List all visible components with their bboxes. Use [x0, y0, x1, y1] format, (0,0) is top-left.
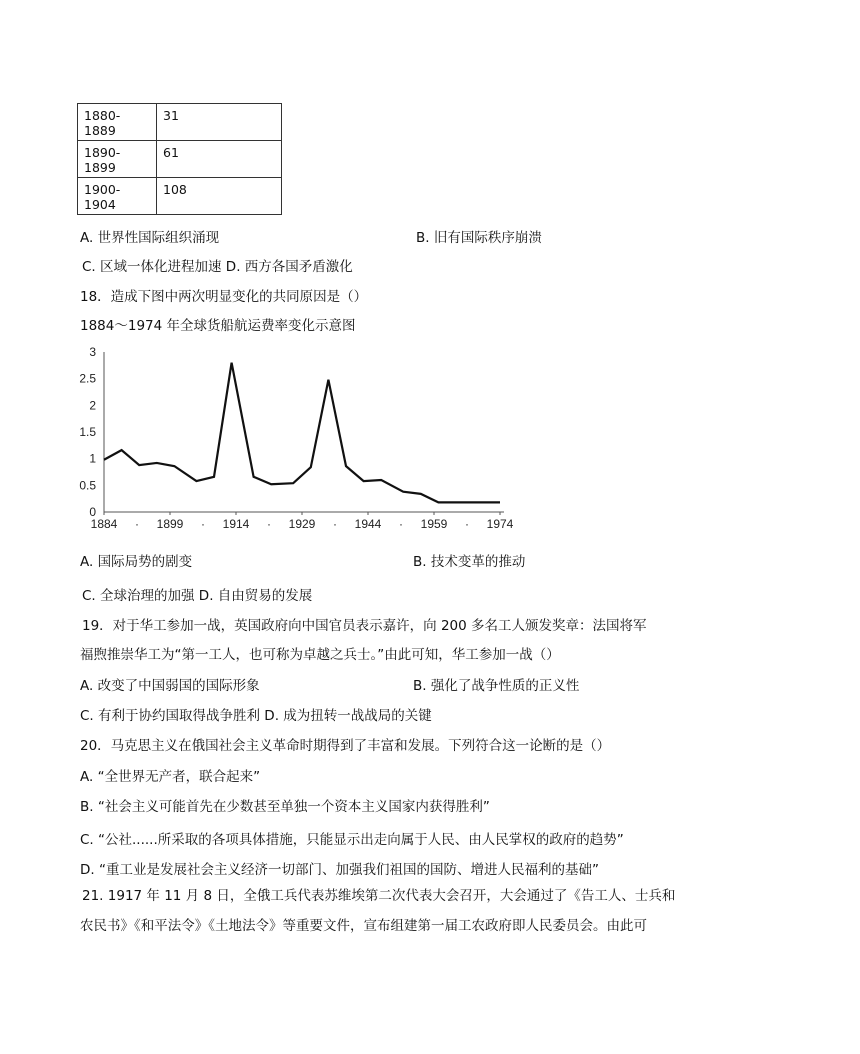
x-tick-label: 1914 [222, 517, 250, 531]
chart-title: 1884～1974 年全球货船航运费率变化示意图 [80, 318, 356, 334]
q18-option-b: B. 技术变革的推动 [413, 554, 526, 570]
period-cell: 1900-1904 [78, 178, 157, 215]
x-tick-label: 1899 [156, 517, 184, 531]
q21-stem-line-2: 农民书》《和平法令》《土地法令》等重要文件，宣布组建第一届工农政府即人民委员会。由此可 [80, 918, 647, 934]
x-tick-label: 1884 [90, 517, 118, 531]
q17-option-cd: C. 区域一体化进程加速 D. 西方各国矛盾激化 [82, 259, 353, 275]
y-tick-label: 1.5 [79, 425, 96, 439]
y-tick-label: 1 [89, 451, 96, 466]
count-cell: 108 [157, 178, 282, 215]
q18-stem: 18．造成下图中两次明显变化的共同原因是（） [80, 289, 368, 305]
q20-option-c: C. “公社......所采取的各项具体措施，只能显示出走向属于人民、由人民掌权的政府的趋势” [80, 832, 624, 848]
q17-option-b: B. 旧有国际秩序崩溃 [416, 230, 542, 246]
q20-option-b: B. “社会主义可能首先在少数甚至单独一个资本主义国家内获得胜利” [80, 799, 490, 815]
q20-stem: 20．马克思主义在俄国社会主义革命时期得到了丰富和发展。下列符合这一论断的是（） [80, 738, 611, 754]
y-tick-label: 3 [89, 345, 96, 359]
x-tick-separator: · [465, 517, 469, 531]
period-cell: 1890-1899 [78, 141, 157, 178]
count-cell: 61 [157, 141, 282, 178]
x-tick-label: 1974 [486, 517, 514, 531]
period-cell: 1880-1889 [78, 104, 157, 141]
q19-stem-line-1: 19．对于华工参加一战，英国政府向中国官员表示嘉许，向 200 多名工人颁发奖章：法国将军 [82, 618, 647, 634]
q17-option-a: A. 世界性国际组织涌现 [80, 230, 220, 246]
q19-stem-line-2: 福煦推崇华工为“第一工人，也可称为卓越之兵士。”由此可知，华工参加一战（） [80, 647, 560, 663]
table-row [78, 104, 282, 141]
q20-option-d: D. “重工业是发展社会主义经济一切部门、加强我们祖国的国防、增进人民福利的基础” [80, 862, 599, 878]
table-row [78, 178, 282, 215]
x-tick-separator: · [135, 517, 139, 531]
x-tick-separator: · [267, 517, 271, 531]
x-tick-label: 1929 [288, 517, 316, 531]
table-row [78, 141, 282, 178]
x-tick-label: 1944 [354, 517, 382, 531]
x-tick-separator: · [333, 517, 337, 531]
q21-stem-line-1: 21. 1917 年 11 月 8 日，全俄工兵代表苏维埃第二次代表大会召开，大会通过了《告工人、士兵和 [82, 888, 676, 904]
count-cell: 31 [157, 104, 282, 141]
freight-rate-chart [78, 340, 518, 540]
q19-option-cd: C. 有利于协约国取得战争胜利 D. 成为扭转一战战局的关键 [80, 708, 432, 724]
y-tick-label: 0.5 [79, 478, 96, 493]
y-tick-label: 2.5 [79, 371, 96, 386]
y-tick-label: 2 [89, 398, 96, 413]
x-tick-separator: · [399, 517, 403, 531]
y-tick-label: 0 [89, 505, 96, 519]
q19-option-a: A. 改变了中国弱国的国际形象 [80, 678, 260, 694]
series-line [104, 363, 500, 503]
q18-option-a: A. 国际局势的剧变 [80, 554, 193, 570]
q18-option-cd: C. 全球治理的加强 D. 自由贸易的发展 [82, 588, 313, 604]
q20-option-a: A. “全世界无产者，联合起来” [80, 769, 261, 785]
x-tick-label: 1959 [420, 517, 448, 531]
q19-option-b: B. 强化了战争性质的正义性 [413, 678, 580, 694]
data-table [77, 103, 282, 215]
x-tick-separator: · [201, 517, 205, 531]
